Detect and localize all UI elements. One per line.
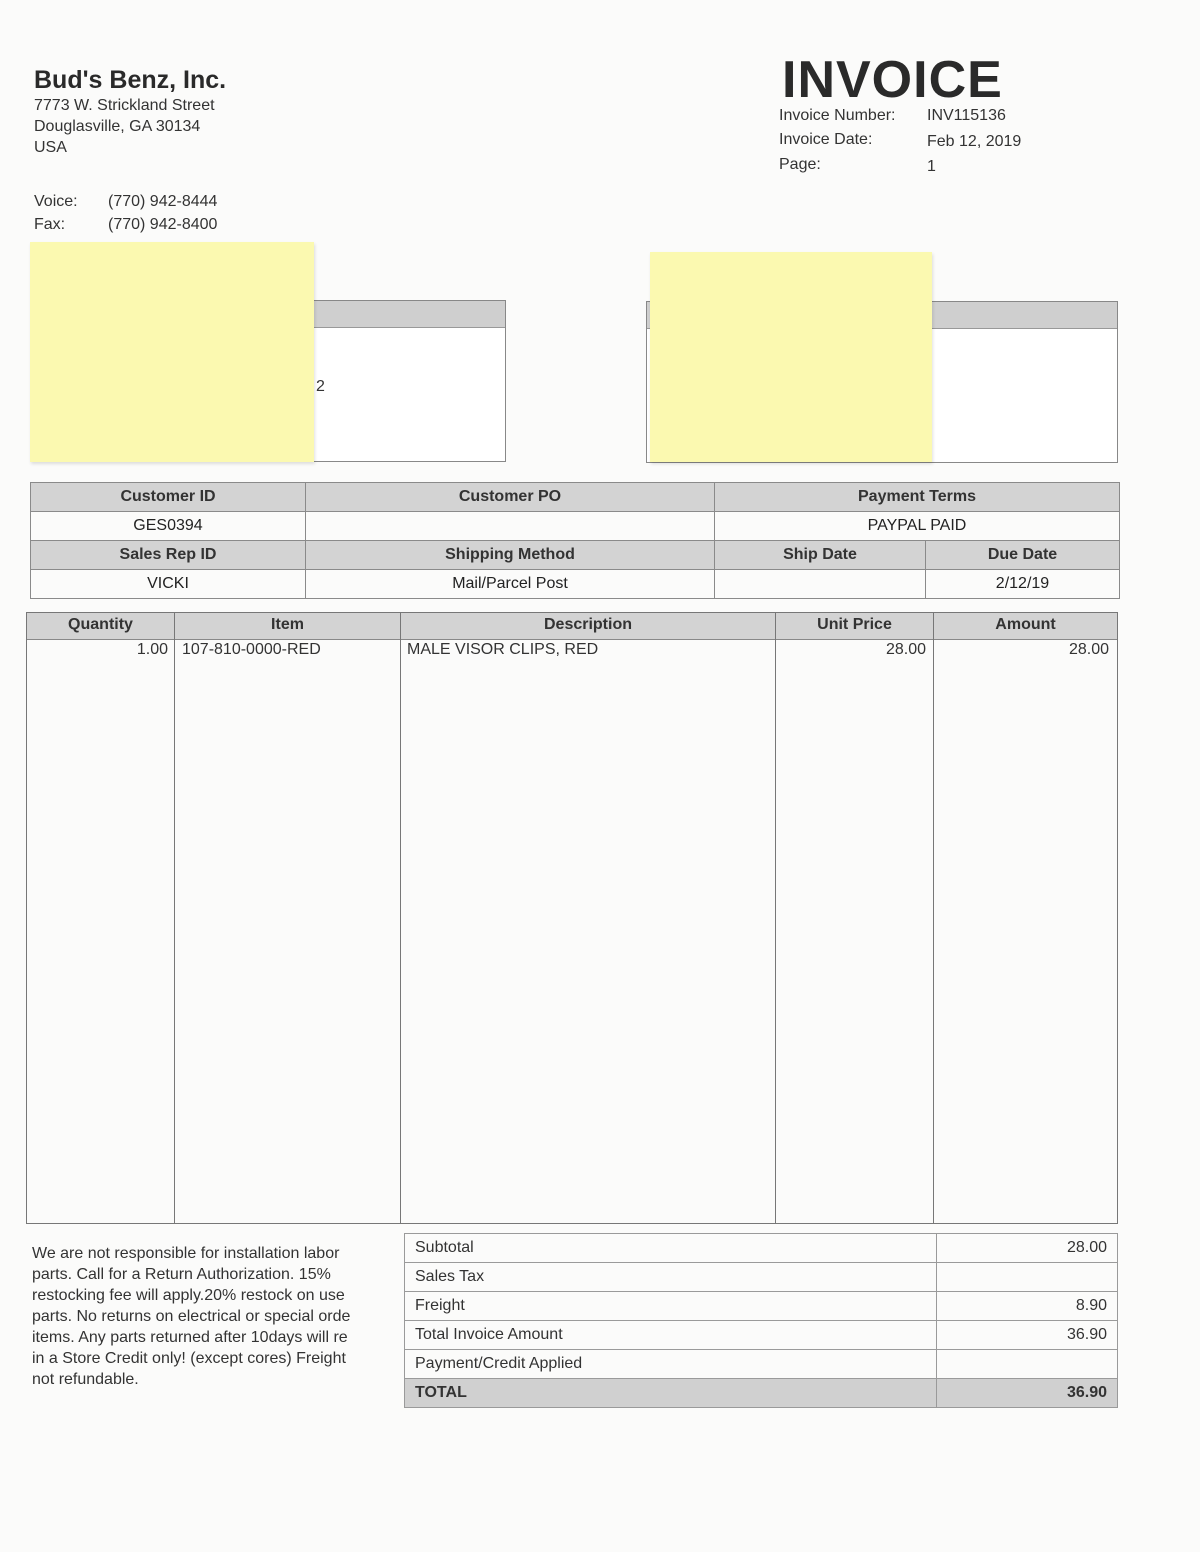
payment-terms-value: PAYPAL PAID (715, 512, 1120, 541)
customer-po-value (306, 512, 715, 541)
payment-terms-header: Payment Terms (715, 483, 1120, 512)
company-country: USA (34, 139, 67, 156)
column-divider (775, 613, 776, 1223)
subtotal-label: Subtotal (405, 1234, 937, 1263)
freight-label: Freight (405, 1292, 937, 1321)
row-description: MALE VISOR CLIPS, RED (407, 641, 599, 658)
unit-price-header: Unit Price (817, 616, 892, 633)
sales-rep-header: Sales Rep ID (31, 541, 306, 570)
row-quantity: 1.00 (136, 641, 168, 658)
order-info-table (30, 482, 1120, 599)
shipping-method-header: Shipping Method (306, 541, 715, 570)
voice-label: Voice: (34, 193, 78, 210)
customer-po-header: Customer PO (306, 483, 715, 512)
grand-total-label: TOTAL (405, 1379, 937, 1408)
customer-id-value: GES0394 (31, 512, 306, 541)
due-date-value: 2/12/19 (926, 570, 1120, 599)
total-invoice-label: Total Invoice Amount (405, 1321, 937, 1350)
voice-number: (770) 942-8444 (108, 193, 218, 210)
shipping-method-value: Mail/Parcel Post (306, 570, 715, 599)
line-items-table (26, 612, 1118, 1224)
description-header: Description (543, 616, 632, 633)
sticky-note-redaction (30, 242, 314, 462)
return-policy-text: We are not responsible for installation labor parts. Call for a Return Authorization. 15% restocking fee will apply.20% restock on use parts. No returns on electrical or special orde items. Any parts returned after 10days will re in a Store Credit only! (except cores) Freight not refundable. (32, 1245, 351, 1388)
row-item: 107-810-0000-RED (182, 641, 321, 658)
payment-credit-label: Payment/Credit Applied (405, 1350, 937, 1379)
ship-date-value (715, 570, 926, 599)
invoice-number-label: Invoice Number: (779, 107, 896, 124)
due-date-header: Due Date (926, 541, 1120, 570)
fax-label: Fax: (34, 216, 66, 233)
quantity-header: Quantity (68, 616, 133, 633)
column-divider (933, 613, 934, 1223)
bill-to-partial-text: 2 (316, 378, 325, 395)
ship-date-header: Ship Date (715, 541, 926, 570)
invoice-date-label: Invoice Date: (779, 131, 873, 148)
sticky-note-redaction (650, 252, 932, 462)
invoice-number: INV115136 (927, 107, 1006, 124)
sales-rep-value: VICKI (31, 570, 306, 599)
item-header: Item (271, 616, 304, 633)
sales-tax-value (937, 1263, 1118, 1292)
subtotal-value: 28.00 (937, 1234, 1118, 1263)
column-divider (174, 613, 175, 1223)
freight-value: 8.90 (937, 1292, 1118, 1321)
company-street: 7773 W. Strickland Street (34, 97, 215, 114)
fax-number: (770) 942-8400 (108, 216, 218, 233)
row-unit-price: 28.00 (885, 641, 926, 658)
company-city: Douglasville, GA 30134 (34, 118, 201, 135)
company-name: Bud's Benz, Inc. (34, 66, 227, 94)
payment-credit-value (937, 1350, 1118, 1379)
sales-tax-label: Sales Tax (405, 1263, 937, 1292)
page-label: Page: (779, 156, 821, 173)
row-amount: 28.00 (1068, 641, 1109, 658)
totals-table (404, 1233, 1118, 1408)
amount-header: Amount (995, 616, 1056, 633)
total-invoice-value: 36.90 (937, 1321, 1118, 1350)
invoice-date: Feb 12, 2019 (927, 133, 1022, 150)
grand-total-value: 36.90 (937, 1379, 1118, 1408)
column-divider (400, 613, 401, 1223)
invoice-title: INVOICE (782, 51, 1003, 109)
page-number: 1 (927, 158, 936, 175)
customer-id-header: Customer ID (31, 483, 306, 512)
